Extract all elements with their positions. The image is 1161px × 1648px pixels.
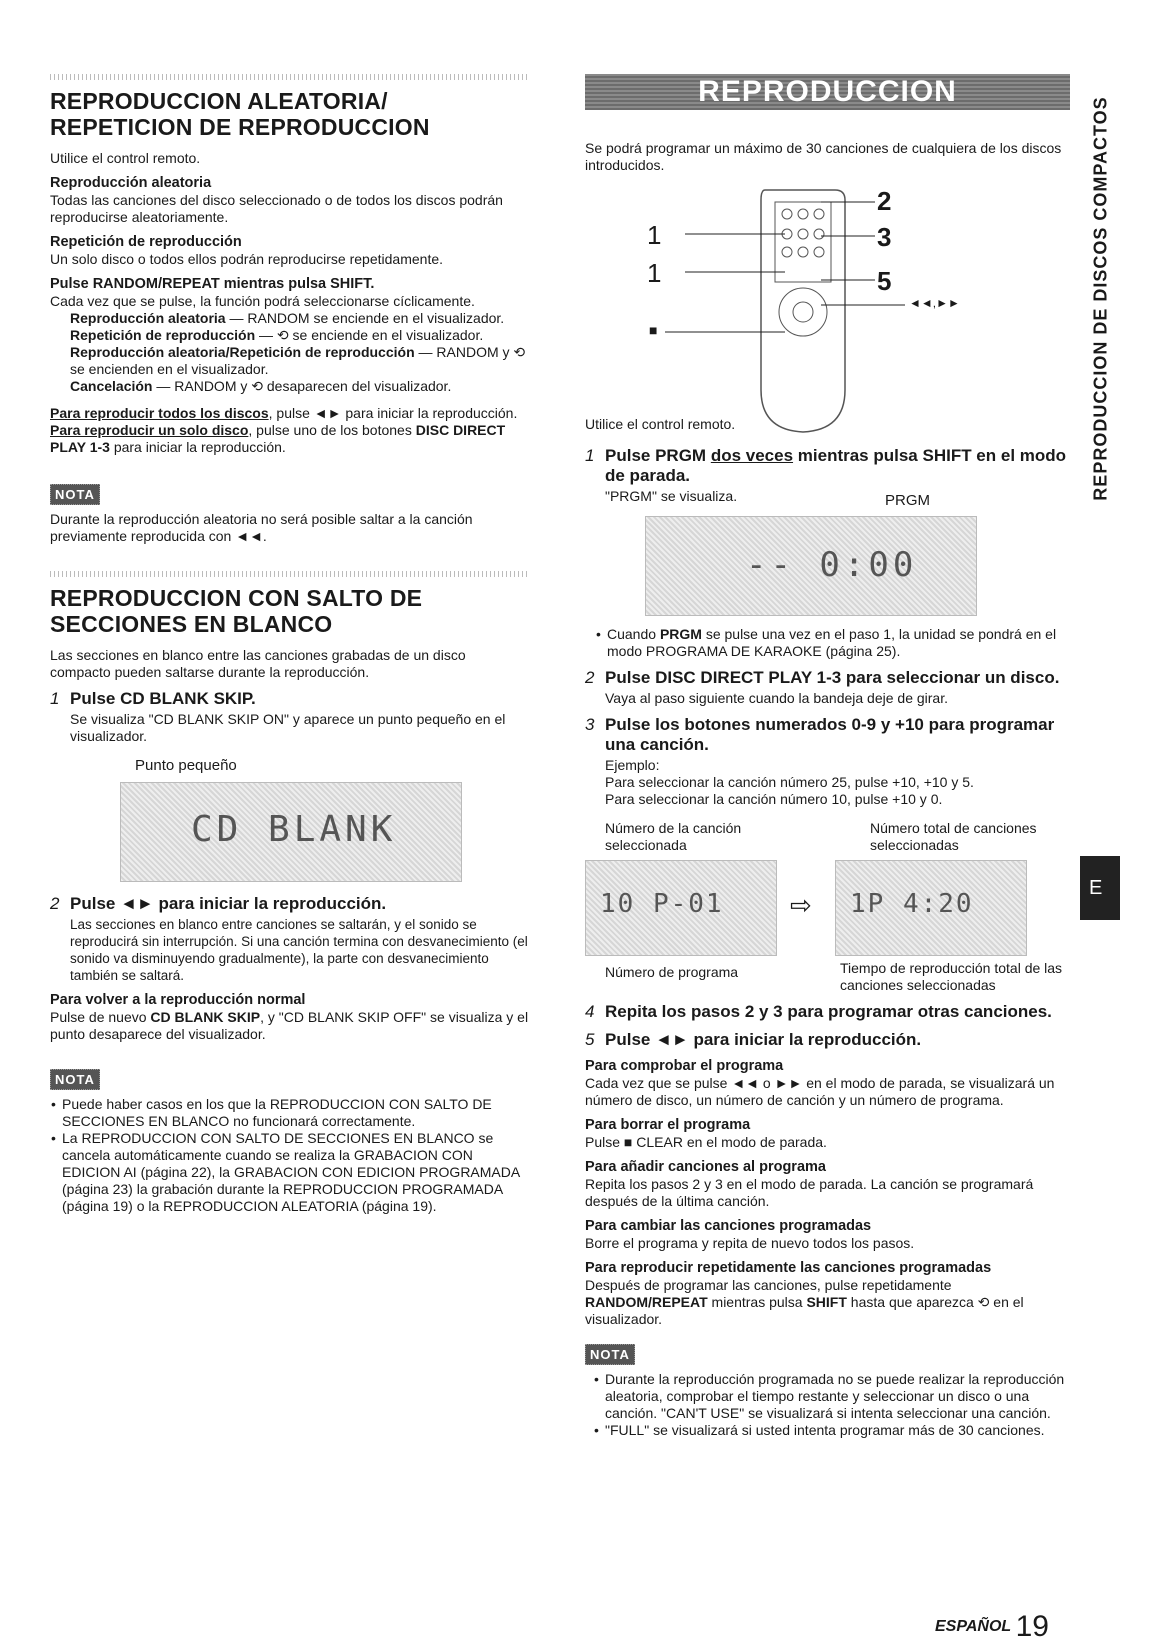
step-1-body-row <box>585 488 1070 509</box>
label-3: 3 <box>877 222 892 252</box>
subheading-clear: Para borrar el programa <box>585 1117 751 1133</box>
section-title-random: REPRODUCCION ALEATORIA/ REPETICION DE REPRODUCCION <box>50 88 430 140</box>
nota-item: • Puede haber casos en los que la REPRODUCCION CON SALTO DE SECCIONES EN BLANCO no funcionará correctamente. <box>62 1096 530 1130</box>
prgm-label: PRGM <box>885 492 930 509</box>
section-title-blank-skip: REPRODUCCION CON SALTO DE SECCIONES EN BLANCO <box>50 585 423 637</box>
language-tab: E <box>1080 856 1120 920</box>
subheading-check: Para comprobar el programa <box>585 1058 784 1074</box>
step-2: 2 Pulse ◄► para iniciar la reproducción. <box>50 894 387 913</box>
left-column <box>50 74 530 1215</box>
caption-time: Tiempo de reproducción total de las canciones seleccionadas <box>840 960 1063 993</box>
label-2: 2 <box>877 186 892 216</box>
subheading-add: Para añadir canciones al programa <box>585 1159 826 1175</box>
nota-item: • "FULL" se visualizará si usted intenta programar más de 30 canciones. <box>605 1422 1070 1439</box>
nota-item: • La REPRODUCCION CON SALTO DE SECCIONES EN BLANCO se cancela automáticamente cuando se realiza la GRABACION CON EDICION AI (página 22), la GRABACION CON EDICION PROGRAMADA (página 23) la grabación durante la REPRODUCCION PROGRAMADA (página 19) o la REPRODUCCION ALEATORIA (página 19). <box>62 1130 530 1215</box>
nota-list <box>50 1096 530 1215</box>
clear-text: Pulse ■ CLEAR en el modo de parada. <box>585 1134 827 1150</box>
remote-caption: Utilice el control remoto. <box>585 416 736 432</box>
lcd-top-captions <box>585 820 1070 854</box>
arrow-right-icon: ⇨ <box>790 890 812 920</box>
subheading-repeat: Repetición de reproducción <box>50 234 242 250</box>
subheading-repeat-program: Para reproducir repetidamente las canciones programadas <box>585 1260 992 1276</box>
press-text: Cada vez que se pulse, la función podrá seleccionarse cíclicamente. <box>50 293 475 309</box>
caption-total: Número total de canciones seleccionadas <box>870 820 1037 853</box>
repeat-text: Un solo disco o todos ellos podrán reproducirse repetidamente. <box>50 251 444 267</box>
lcd-text: 10 P-01 <box>600 889 724 919</box>
lcd-text: CD BLANK <box>191 809 397 850</box>
nota-item: • Durante la reproducción programada no se puede realizar la reproducción aleatoria, comprobar el tiempo restante y seleccionar un disco o una canción. "CAN'T USE" se visualizará si intenta seleccionar una canción. <box>605 1371 1070 1422</box>
footer-language: ESPAÑOL <box>935 1618 1012 1636</box>
program-intro: Se podrá programar un máximo de 30 canciones de cualquiera de los discos introducidos. <box>585 140 1062 173</box>
caption-track: Número de la canción seleccionada <box>605 820 742 853</box>
nota-badge: NOTA <box>50 1069 100 1090</box>
nota-badge: NOTA <box>585 1344 635 1365</box>
note-item: • Cuando PRGM se pulse una vez en el paso 1, la unidad se pondrá en el modo PROGRAMA DE KARAOKE (página 25). <box>607 626 1070 660</box>
label-1b: 1 <box>647 258 662 288</box>
prgm-note <box>595 626 1070 660</box>
example-1: Para seleccionar la canción número 25, pulse +10, +10 y 5. <box>605 774 974 790</box>
lcd-caption: Punto pequeño <box>135 757 237 774</box>
page-footer <box>935 1610 1049 1644</box>
blank-skip-intro: Las secciones en blanco entre las canciones grabadas de un disco compacto pueden saltarse durante la reproducción. <box>50 647 466 680</box>
change-text: Borre el programa y repita de nuevo todos los pasos. <box>585 1235 915 1251</box>
option-random-repeat: Reproducción aleatoria/Repetición de reproducción — RANDOM y ⟲ se encienden en el visualizador. <box>70 344 526 377</box>
label-5: 5 <box>877 266 892 296</box>
label-1a: 1 <box>647 220 662 250</box>
example-label: Ejemplo: <box>605 757 660 773</box>
random-text: Todas las canciones del disco seleccionado o de todos los discos podrán reproducirse aleatoriamente. <box>50 192 503 225</box>
check-text: Cada vez que se pulse ◄◄ o ►► en el modo de parada, se visualizará un número de disco, un número de canción y un número de programa. <box>585 1075 1055 1108</box>
nota-text: Durante la reproducción aleatoria no será posible saltar a la canción previamente reproducida con ◄◄. <box>50 511 473 544</box>
remote-figure <box>585 180 1070 438</box>
step-4: 4 Repita los pasos 2 y 3 para programar otras canciones. <box>585 1002 1052 1021</box>
lcd-display-a <box>585 860 777 956</box>
label-stop: ■ <box>649 322 658 338</box>
normal-text: Pulse de nuevo CD BLANK SKIP, y "CD BLANK SKIP OFF" se visualiza y el punto desaparece del visualizador. <box>50 1009 529 1042</box>
nota-list <box>593 1371 1070 1439</box>
lcd-display-prgm <box>645 516 977 616</box>
option-random: Reproducción aleatoria — RANDOM se enciende en el visualizador. <box>70 310 505 326</box>
play-all-text: Para reproducir todos los discos, pulse ◄► para iniciar la reproducción. <box>50 405 518 421</box>
label-skip: ◄◄,►► <box>909 296 960 310</box>
step-3: 3 Pulse los botones numerados 0-9 y +10 para programar una canción. <box>585 715 1055 754</box>
step-2: 2 Pulse DISC DIRECT PLAY 1-3 para seleccionar un disco. <box>585 668 1060 687</box>
intro-text: Utilice el control remoto. <box>50 150 201 166</box>
option-cancel: Cancelación — RANDOM y ⟲ desaparecen del visualizador. <box>70 378 452 394</box>
caption-program: Número de programa <box>605 964 739 980</box>
banner-title: REPRODUCCION PROGRAMADA <box>585 74 1070 110</box>
step-1: 1 Pulse PRGM dos veces mientras pulsa SHIFT en el modo de parada. <box>585 446 1067 485</box>
section-divider <box>50 571 530 577</box>
option-repeat: Repetición de reproducción — ⟲ se enciende en el visualizador. <box>70 327 484 343</box>
lcd-display-b <box>835 860 1027 956</box>
step-2-body: Vaya al paso siguiente cuando la bandeja deje de girar. <box>605 690 948 706</box>
side-tab <box>1086 78 1111 518</box>
right-column <box>585 74 1070 1439</box>
example-2: Para seleccionar la canción número 10, pulse +10 y 0. <box>605 791 943 807</box>
lcd-bottom-captions <box>585 960 1070 994</box>
repeat-program-text: Después de programar las canciones, pulse repetidamente RANDOM/REPEAT mientras pulsa SHIFT hasta que aparezca ⟲ en el visualizador. <box>585 1277 1024 1327</box>
subheading-random: Reproducción aleatoria <box>50 175 212 191</box>
add-text: Repita los pasos 2 y 3 en el modo de parada. La canción se programará después de la última canción. <box>585 1176 1034 1209</box>
step-1-body: "PRGM" se visualiza. <box>605 488 738 504</box>
step-1-body: Se visualiza "CD BLANK SKIP ON" y aparece un punto pequeño en el visualizador. <box>70 711 506 744</box>
lcd-pair <box>585 860 1070 960</box>
subheading-press: Pulse RANDOM/REPEAT mientras pulsa SHIFT. <box>50 276 375 292</box>
step-2-body: Las secciones en blanco entre canciones se saltarán, y el sonido se reproducirá sin interrupción. Si una canción termina con desvanecimiento (el sonido va disminuyendo gradualmente), la parte con desvanecimiento también se saltará. <box>70 917 528 983</box>
section-divider <box>50 74 530 80</box>
play-one-text: Para reproducir un solo disco, pulse uno de los botones DISC DIRECT PLAY 1-3 para iniciar la reproducción. <box>50 422 506 455</box>
subheading-change: Para cambiar las canciones programadas <box>585 1218 872 1234</box>
lcd-text: -- 0:00 <box>746 545 918 585</box>
step-5: 5 Pulse ◄► para iniciar la reproducción. <box>585 1030 922 1049</box>
subheading-normal: Para volver a la reproducción normal <box>50 992 306 1008</box>
remote-control-illustration <box>585 180 1070 438</box>
step-1: 1 Pulse CD BLANK SKIP. <box>50 689 256 708</box>
side-tab-label: REPRODUCCION DE DISCOS COMPACTOS <box>1090 96 1111 501</box>
lcd-display-blank <box>120 782 462 882</box>
lcd-text: 1P 4:20 <box>850 889 974 919</box>
page-number: 19 <box>1015 1610 1049 1643</box>
nota-badge: NOTA <box>50 484 100 505</box>
